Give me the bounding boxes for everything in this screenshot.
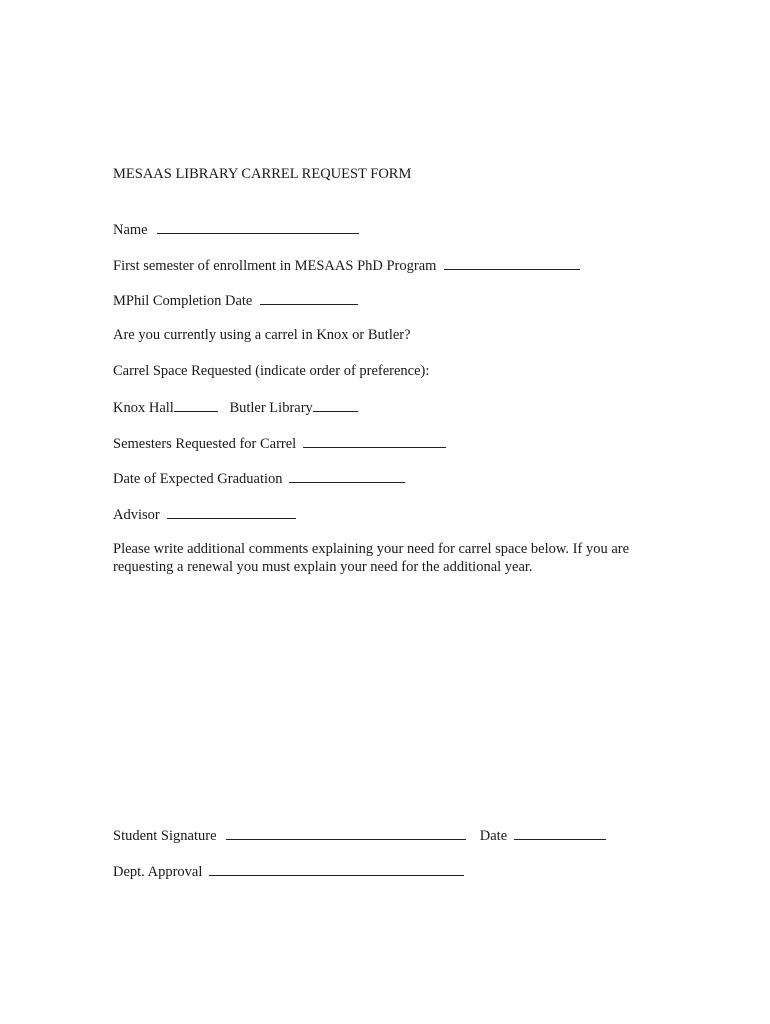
dept-approval-row bbox=[113, 862, 464, 881]
student-signature-field[interactable] bbox=[226, 826, 466, 840]
name-field[interactable] bbox=[157, 220, 359, 234]
form-title: MESAAS LIBRARY CARREL REQUEST FORM bbox=[113, 166, 412, 182]
current-carrel-question: Are you currently using a carrel in Knox or Butler? bbox=[113, 327, 411, 343]
first-semester-field[interactable] bbox=[444, 256, 580, 270]
first-semester-row bbox=[113, 256, 580, 275]
butler-library-field[interactable] bbox=[313, 398, 358, 412]
comments-instruction: Please write additional comments explaining your need for carrel space below. If you are requesting a renewal you must explain your need for the additional year. bbox=[113, 541, 630, 575]
semesters-row bbox=[113, 434, 446, 453]
name-label: Name bbox=[113, 222, 148, 238]
advisor-row bbox=[113, 505, 296, 524]
signature-date-field[interactable] bbox=[514, 826, 606, 840]
semesters-label: Semesters Requested for Carrel bbox=[113, 436, 297, 452]
mphil-label: MPhil Completion Date bbox=[113, 293, 253, 309]
graduation-row bbox=[113, 469, 405, 488]
carrel-space-label: Carrel Space Requested (indicate order of preference): bbox=[113, 363, 430, 379]
name-row bbox=[113, 220, 359, 239]
mphil-row bbox=[113, 291, 358, 310]
dept-approval-field[interactable] bbox=[209, 862, 464, 876]
semesters-field[interactable] bbox=[303, 434, 446, 448]
knox-hall-label: Knox Hall bbox=[113, 400, 174, 416]
mphil-date-field[interactable] bbox=[260, 291, 358, 305]
knox-hall-field[interactable] bbox=[174, 398, 218, 412]
butler-library-label: Butler Library bbox=[229, 400, 313, 416]
first-semester-label: First semester of enrollment in MESAAS PhD Program bbox=[113, 258, 437, 274]
graduation-field[interactable] bbox=[289, 469, 405, 483]
carrel-preference-row bbox=[113, 398, 358, 417]
date-label: Date bbox=[479, 828, 508, 844]
student-signature-label: Student Signature bbox=[113, 828, 217, 844]
signature-row bbox=[113, 826, 606, 845]
advisor-field[interactable] bbox=[167, 505, 296, 519]
advisor-label: Advisor bbox=[113, 507, 160, 523]
graduation-label: Date of Expected Graduation bbox=[113, 471, 283, 487]
dept-approval-label: Dept. Approval bbox=[113, 864, 203, 880]
